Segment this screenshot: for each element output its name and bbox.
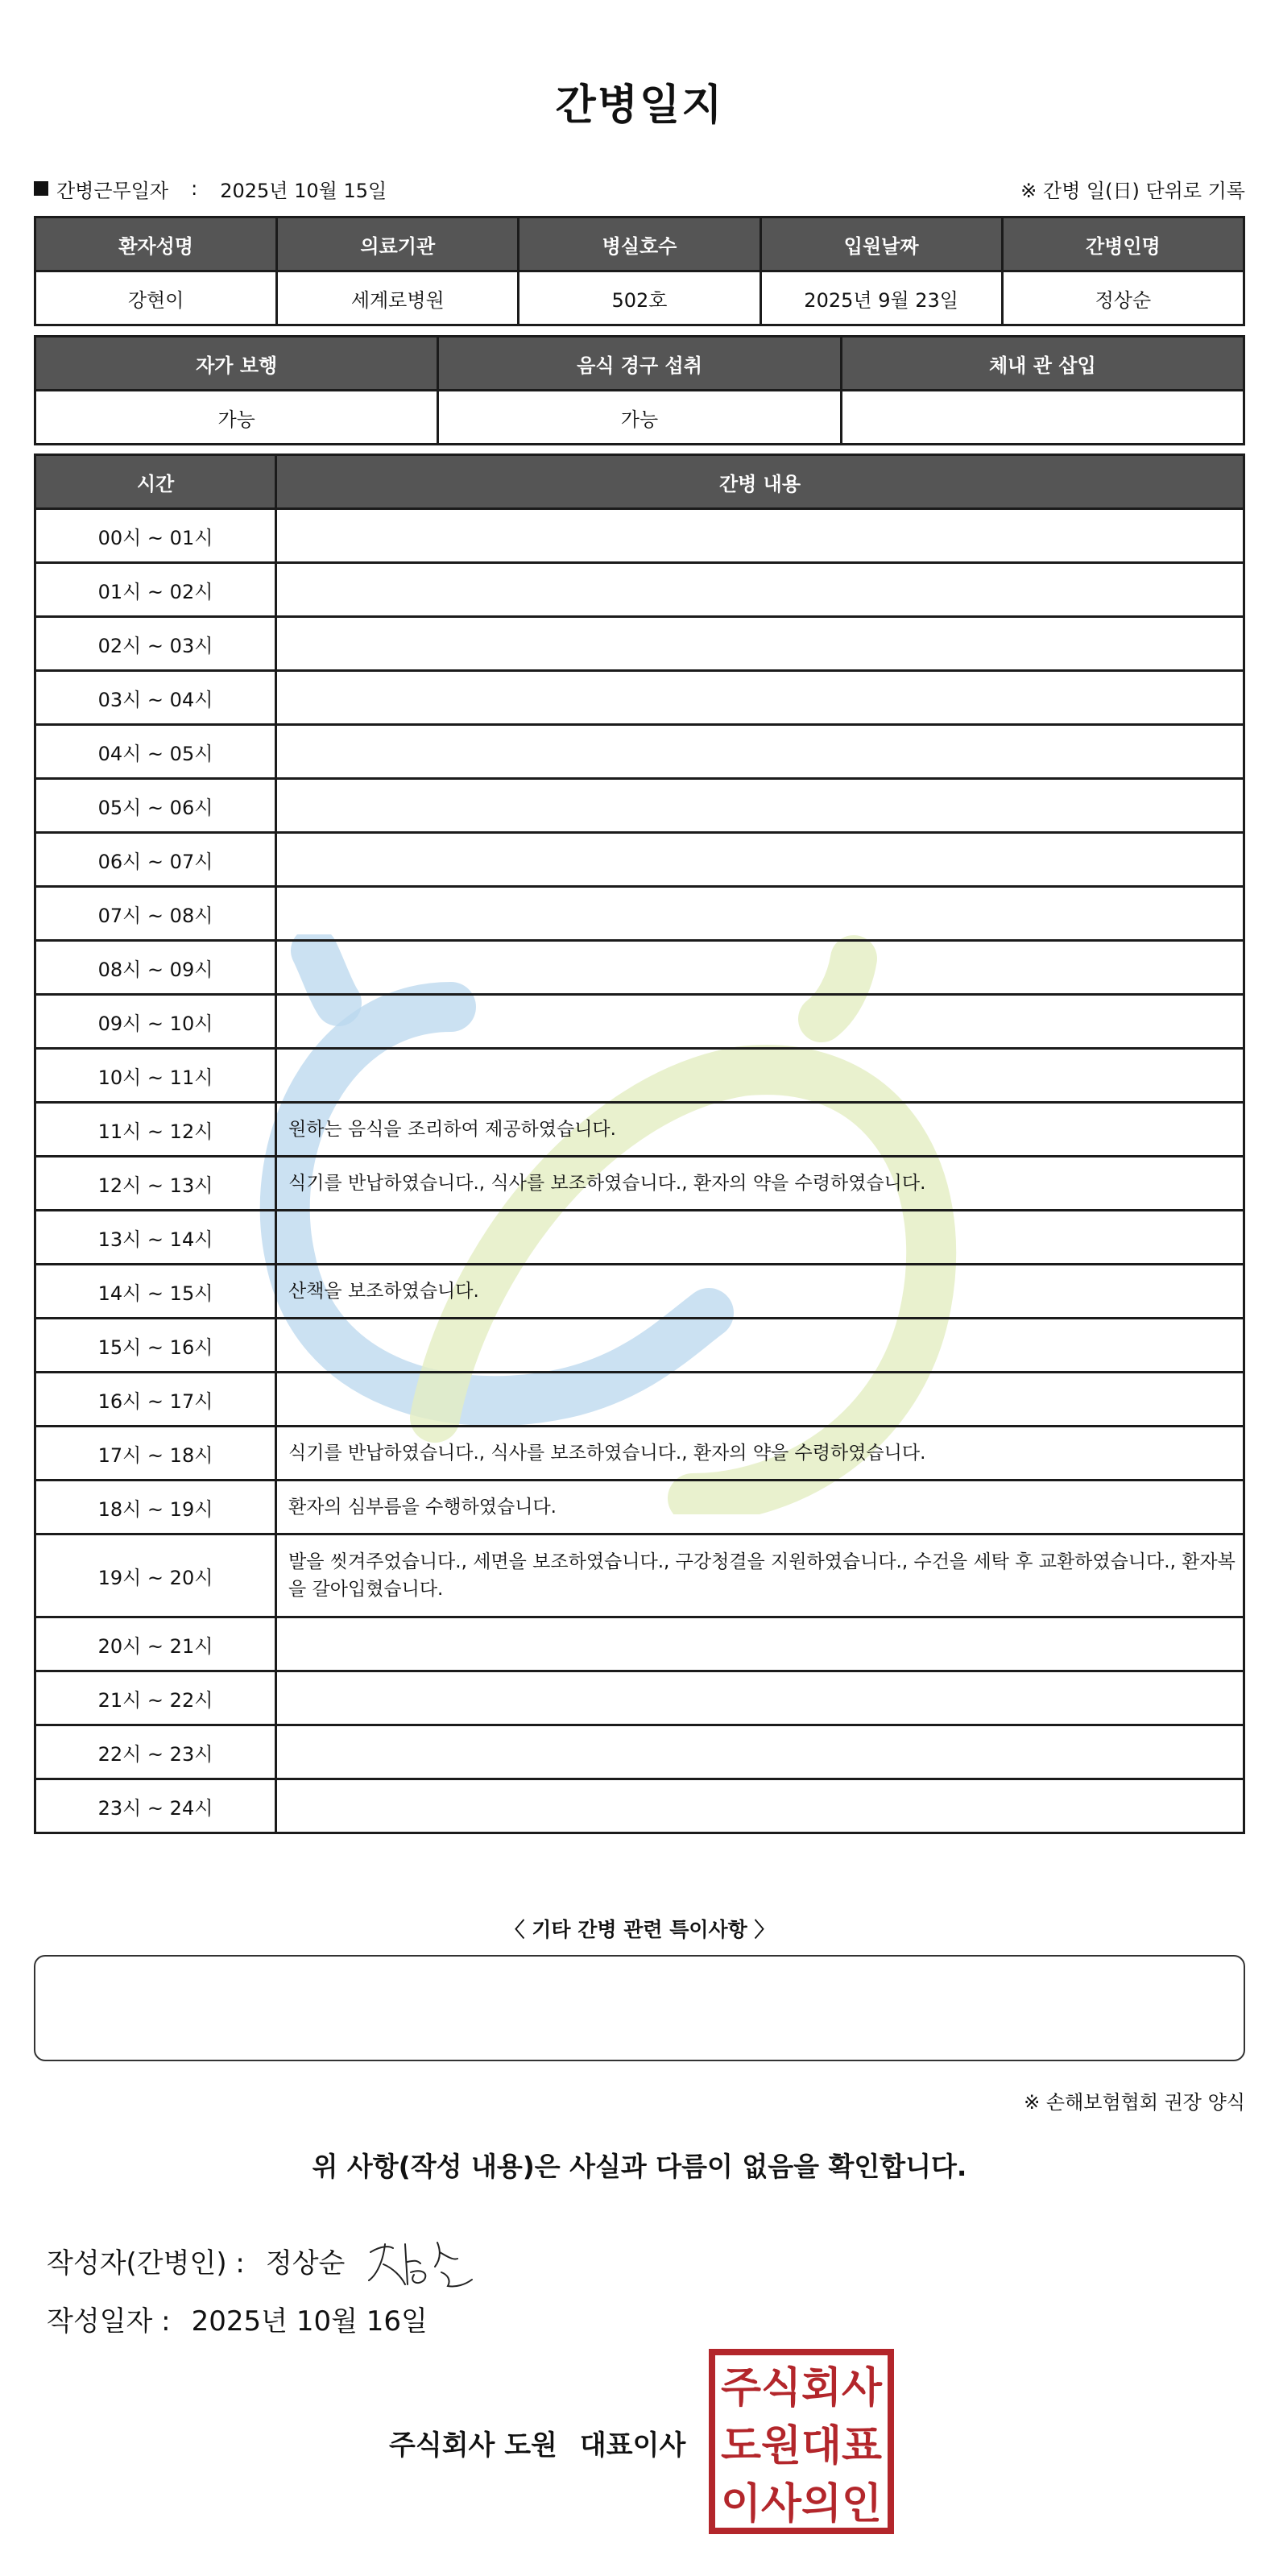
time-slot: 12시 ~ 13시	[35, 1157, 276, 1211]
time-slot: 19시 ~ 20시	[35, 1534, 276, 1617]
square-bullet-icon	[34, 181, 48, 196]
care-content	[276, 563, 1244, 617]
care-content	[276, 725, 1244, 779]
time-slot: 14시 ~ 15시	[35, 1265, 276, 1319]
caregiver-name-header: 간병인명	[1002, 217, 1244, 271]
time-slot: 20시 ~ 21시	[35, 1617, 276, 1671]
time-slot: 17시 ~ 18시	[35, 1427, 276, 1481]
care-content	[276, 1049, 1244, 1103]
care-log-row	[35, 1049, 1244, 1103]
time-slot: 21시 ~ 22시	[35, 1671, 276, 1725]
care-content	[276, 941, 1244, 995]
care-log-row	[35, 1427, 1244, 1481]
care-content	[276, 1617, 1244, 1671]
care-log-row	[35, 833, 1244, 887]
writer-line	[47, 2228, 482, 2292]
care-log-row	[35, 995, 1244, 1049]
hospital-header: 의료기관	[277, 217, 519, 271]
patient-name-value: 강현이	[35, 271, 277, 325]
time-slot: 09시 ~ 10시	[35, 995, 276, 1049]
care-log-row	[35, 1373, 1244, 1427]
work-date-separator: :	[191, 177, 198, 200]
work-date	[34, 175, 387, 203]
company-name: 주식회사 도원	[389, 2429, 557, 2462]
tube-insertion-value	[841, 391, 1244, 445]
company-signature	[389, 2423, 685, 2462]
patient-info-header-row	[35, 217, 1244, 271]
care-content	[276, 1211, 1244, 1265]
hospital-value: 세계로병원	[277, 271, 519, 325]
patient-status-table	[34, 335, 1245, 445]
care-content: 환자의 심부름을 수행하였습니다.	[276, 1481, 1244, 1534]
work-date-value: 2025년 10월 15일	[220, 179, 387, 202]
care-log-header-row	[35, 455, 1244, 509]
remarks-box	[34, 1955, 1245, 2061]
written-date-value: 2025년 10월 16일	[191, 2305, 428, 2338]
page-title: 간병일지	[555, 81, 724, 130]
room-number-value: 502호	[519, 271, 760, 325]
remarks-heading: 〈 기타 간병 관련 특이사항 〉	[504, 1918, 775, 1941]
seal-line-3: 이사의인	[721, 2480, 882, 2528]
care-log-body	[35, 509, 1244, 1833]
date-row	[34, 174, 1245, 203]
care-log-row	[35, 1265, 1244, 1319]
care-content	[276, 1319, 1244, 1373]
writer-label: 작성자(간병인) :	[47, 2247, 245, 2280]
form-source-note: ※ 손해보험협회 권장 양식	[1024, 2091, 1245, 2114]
time-slot: 15시 ~ 16시	[35, 1319, 276, 1373]
care-log-row	[35, 617, 1244, 671]
self-walking-value: 가능	[35, 391, 438, 445]
care-content	[276, 1725, 1244, 1779]
time-slot: 03시 ~ 04시	[35, 671, 276, 725]
time-slot: 01시 ~ 02시	[35, 563, 276, 617]
care-content: 식기를 반납하였습니다., 식사를 보조하였습니다., 환자의 약을 수령하였습니다.	[276, 1157, 1244, 1211]
seal-line-2: 도원대표	[721, 2422, 882, 2470]
care-content: 원하는 음식을 조리하여 제공하였습니다.	[276, 1103, 1244, 1157]
care-log-row	[35, 1157, 1244, 1211]
time-slot: 10시 ~ 11시	[35, 1049, 276, 1103]
caregiver-name-value: 정상순	[1002, 271, 1244, 325]
oral-intake-header: 음식 경구 섭취	[438, 337, 841, 391]
time-slot: 13시 ~ 14시	[35, 1211, 276, 1265]
time-slot: 04시 ~ 05시	[35, 725, 276, 779]
care-log-row	[35, 1779, 1244, 1833]
care-log-row	[35, 509, 1244, 563]
care-content	[276, 1373, 1244, 1427]
care-log-row	[35, 725, 1244, 779]
care-log-row	[35, 1211, 1244, 1265]
care-content	[276, 1671, 1244, 1725]
handwritten-signature	[361, 2228, 482, 2292]
care-log-row	[35, 1103, 1244, 1157]
care-content	[276, 833, 1244, 887]
time-slot: 22시 ~ 23시	[35, 1725, 276, 1779]
care-log-row	[35, 671, 1244, 725]
time-slot: 23시 ~ 24시	[35, 1779, 276, 1833]
confirmation-statement: 위 사항(작성 내용)은 사실과 다름이 없음을 확인합니다.	[312, 2151, 967, 2182]
time-slot: 00시 ~ 01시	[35, 509, 276, 563]
care-content: 산책을 보조하였습니다.	[276, 1265, 1244, 1319]
patient-status-header-row	[35, 337, 1244, 391]
time-column-header: 시간	[35, 455, 276, 509]
time-slot: 18시 ~ 19시	[35, 1481, 276, 1534]
time-slot: 11시 ~ 12시	[35, 1103, 276, 1157]
care-log-row	[35, 1617, 1244, 1671]
self-walking-header: 자가 보행	[35, 337, 438, 391]
care-log-row	[35, 779, 1244, 833]
content-column-header: 간병 내용	[276, 455, 1244, 509]
care-content: 발을 씻겨주었습니다., 세면을 보조하였습니다., 구강청결을 지원하였습니다., 수건을 세탁 후 교환하였습니다., 환자복을 갈아입혔습니다.	[276, 1534, 1244, 1617]
care-content	[276, 779, 1244, 833]
care-log-row	[35, 941, 1244, 995]
company-seal-stamp	[709, 2349, 894, 2534]
oral-intake-value: 가능	[438, 391, 841, 445]
care-content	[276, 671, 1244, 725]
care-log-row	[35, 1725, 1244, 1779]
care-log-row	[35, 1671, 1244, 1725]
daily-record-note: ※ 간병 일(日) 단위로 기록	[1020, 179, 1245, 202]
care-content	[276, 509, 1244, 563]
time-slot: 05시 ~ 06시	[35, 779, 276, 833]
admission-date-header: 입원날짜	[760, 217, 1002, 271]
tube-insertion-header: 체내 관 삽입	[841, 337, 1244, 391]
care-content	[276, 887, 1244, 941]
written-date-label: 작성일자 :	[47, 2305, 171, 2338]
time-slot: 08시 ~ 09시	[35, 941, 276, 995]
company-title: 대표이사	[579, 2429, 686, 2462]
care-content	[276, 617, 1244, 671]
work-date-label: 간병근무일자	[56, 179, 169, 202]
care-log-table	[34, 453, 1245, 1834]
patient-status-value-row	[35, 391, 1244, 445]
care-log-row	[35, 563, 1244, 617]
care-content	[276, 1779, 1244, 1833]
care-content	[276, 995, 1244, 1049]
patient-name-header: 환자성명	[35, 217, 277, 271]
patient-info-table	[34, 216, 1245, 326]
care-content: 식기를 반납하였습니다., 식사를 보조하였습니다., 환자의 약을 수령하였습니다.	[276, 1427, 1244, 1481]
care-log-row	[35, 1534, 1244, 1617]
time-slot: 07시 ~ 08시	[35, 887, 276, 941]
patient-info-value-row	[35, 271, 1244, 325]
writer-name: 정상순	[265, 2247, 346, 2280]
room-number-header: 병실호수	[519, 217, 760, 271]
time-slot: 16시 ~ 17시	[35, 1373, 276, 1427]
care-log-row	[35, 887, 1244, 941]
time-slot: 06시 ~ 07시	[35, 833, 276, 887]
written-date-line	[47, 2299, 428, 2338]
care-log-row	[35, 1481, 1244, 1534]
seal-line-1: 주식회사	[721, 2364, 883, 2412]
time-slot: 02시 ~ 03시	[35, 617, 276, 671]
care-log-row	[35, 1319, 1244, 1373]
admission-date-value: 2025년 9월 23일	[760, 271, 1002, 325]
